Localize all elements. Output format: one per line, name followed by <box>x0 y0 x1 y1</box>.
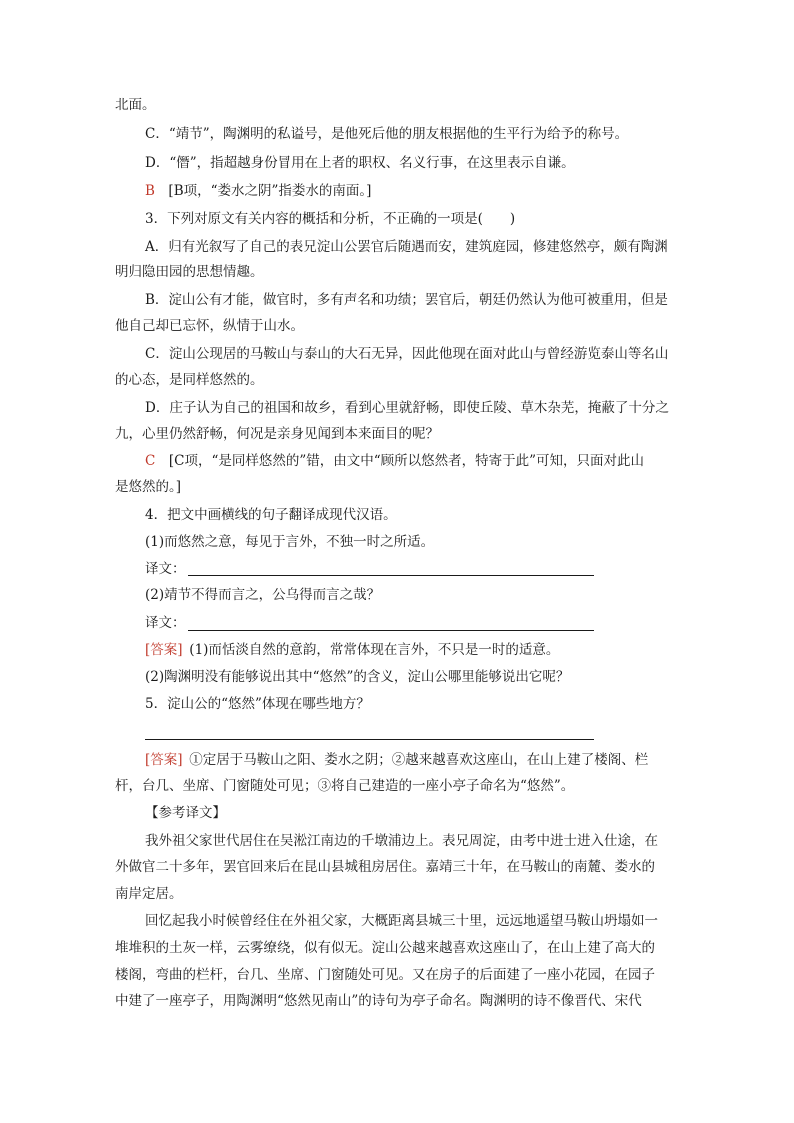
option-a-line: A．归有光叙写了自己的表兄淀山公罢官后随遇而安，建筑庭园，修建悠然亭，颇有陶渊 <box>145 239 668 255</box>
question-5: 5．淀山公的“悠然”体现在哪些地方？ <box>145 696 370 712</box>
question-4-2: (2)靖节不得而言之，公乌得而言之哉？ <box>145 587 381 603</box>
option-c-cont: 的心态，是同样悠然的。 <box>115 372 264 388</box>
option-a-cont: 明归隐田园的思想情趣。 <box>115 264 264 280</box>
answer-q4-2: (2)陶渊明没有能够说出其中“悠然”的含义，淀山公哪里能够说出它呢？ <box>145 669 570 685</box>
paragraph-line: 南岸定居。 <box>115 886 183 902</box>
translation-label: 译文： <box>145 561 186 577</box>
answer-label: [答案] <box>145 642 183 658</box>
text-line: 北面。 <box>115 97 156 113</box>
answer-blank-line <box>145 738 594 740</box>
answer-explanation-q3: C [C项，“是同样悠然的”错，由文中“顾所以悠然者，特寄于此”可知，只面对此山 <box>145 453 645 469</box>
option-b-cont: 他自己却已忘怀，纵情于山水。 <box>115 318 304 334</box>
answer-q4-1: [答案] (1)而恬淡自然的意韵，常常体现在言外，不只是一时的适意。 <box>145 642 560 658</box>
paragraph-line: 楼阁，弯曲的栏杆，台几、坐席、门窗随处可见。又在房子的后面建了一座小花园，在园子 <box>115 967 655 983</box>
option-d-line: D．“僭”，指超越身份冒用在上者的职权、名义行事，在这里表示自谦。 <box>145 155 575 171</box>
translation-label: 译文： <box>145 615 186 631</box>
option-c-line-q3: C．淀山公现居的马鞍山与泰山的大石无异，因此他现在面对此山与曾经游览泰山等名山 <box>145 346 669 362</box>
answer-explanation-q2: B [B项，“娄水之阴”指娄水的南面。] <box>145 183 372 199</box>
paragraph-line: 外做官二十多年，罢官回来后在昆山县城租房居住。嘉靖三十年，在马鞍山的南麓、娄水的 <box>115 859 655 875</box>
answer-q5: [答案] ①定居于马鞍山之阳、娄水之阴；②越来越喜欢这座山，在山上建了楼阁、栏 <box>145 752 649 768</box>
answer-blank-line <box>188 629 594 631</box>
reference-translation-heading: 【参考译文】 <box>145 805 226 821</box>
question-4: 4．把文中画横线的句子翻译成现代汉语。 <box>145 507 397 523</box>
question-4-1: (1)而悠然之意，每见于言外，不独一时之所适。 <box>145 534 435 550</box>
option-d-line-q3: D．庄子认为自己的祖国和故乡，看到心里就舒畅，即使丘陵、草木杂芜，掩蔽了十分之 <box>145 400 669 416</box>
answer-q5-cont: 杆，台几、坐席、门窗随处可见；③将自己建造的一座小亭子命名为“悠然”。 <box>115 778 575 794</box>
question-3: 3．下列对原文有关内容的概括和分析，不正确的一项是( ) <box>145 211 516 227</box>
paragraph-line: 我外祖父家世代居住在吴淞江南边的千墩浦边上。表兄周淀，由考中进士进入仕途，在 <box>145 833 658 849</box>
paragraph-line: 堆堆积的土灰一样，云雾缭绕，似有似无。淀山公越来越喜欢这座山了，在山上建了高大的 <box>115 940 655 956</box>
answer-blank-line <box>188 574 594 576</box>
option-c-line: C．“靖节”，陶渊明的私谥号，是他死后他的朋友根据他的生平行为给予的称号。 <box>145 126 629 142</box>
answer-letter: C <box>145 453 156 469</box>
paragraph-line: 中建了一座亭子，用陶渊明“悠然见南山”的诗句为亭子命名。陶渊明的诗不像晋代、宋代 <box>115 993 642 1009</box>
option-d-cont: 九，心里仍然舒畅，何况是亲身见闻到本来面目的呢？ <box>115 426 439 442</box>
answer-label: [答案] <box>145 752 183 768</box>
answer-explanation-cont: 是悠然的。] <box>115 479 182 495</box>
option-b-line: B．淀山公有才能，做官时，多有声名和功绩；罢官后，朝廷仍然认为他可被重用，但是 <box>145 292 668 308</box>
paragraph-line: 回忆起我小时候曾经住在外祖父家，大概距离县城三十里，远远地遥望马鞍山坍塌如一 <box>145 913 658 929</box>
answer-letter: B <box>145 183 155 199</box>
